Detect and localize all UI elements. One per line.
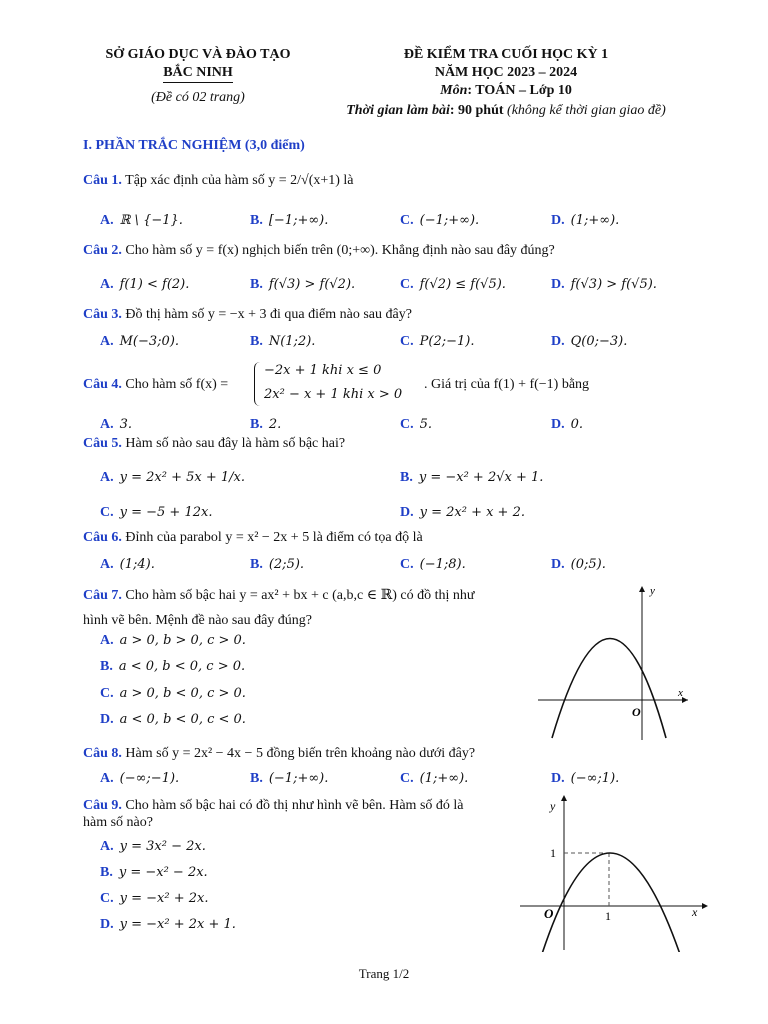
option-text: f(1) < f(2).	[119, 277, 190, 292]
q1-option-b	[250, 212, 328, 230]
x-axis-arrow	[682, 697, 688, 703]
question-label: Câu 3.	[83, 307, 122, 322]
option-letter: C.	[400, 277, 414, 292]
q7-option-b	[100, 658, 245, 676]
question-label: Câu 6.	[83, 530, 122, 545]
q4-option-d	[551, 416, 583, 434]
option-text: y = 2x² + 5x + 1/x.	[119, 470, 245, 485]
q7-option-a	[100, 632, 246, 650]
parabola-curve	[540, 853, 682, 952]
q3-option-a	[100, 333, 179, 351]
q2-option-a	[100, 276, 189, 294]
option-letter: D.	[100, 917, 114, 932]
subject-value: : TOÁN – Lớp 10	[467, 83, 572, 98]
q5-option-b	[400, 469, 543, 487]
option-text: (2;5).	[268, 557, 305, 572]
option-letter: A.	[100, 277, 114, 292]
option-letter: D.	[551, 771, 565, 786]
q1-option-a	[100, 212, 183, 230]
option-text: y = −x² + 2x.	[119, 891, 209, 906]
question-4-tail: . Giá trị của f(1) + f(−1) bằng	[424, 377, 590, 392]
q5-option-a	[100, 469, 245, 487]
question-text: Cho hàm số y = f(x) nghịch biến trên (0;+∞). Khẳng định nào sau đây đúng?	[125, 243, 555, 258]
question-2	[83, 242, 555, 260]
option-letter: B.	[250, 277, 263, 292]
graph-question-7	[538, 584, 690, 740]
q1-option-d	[551, 212, 619, 230]
option-text: 5.	[419, 417, 433, 432]
piecewise-line2: 2x² − x + 1 khi x > 0	[264, 387, 403, 402]
option-text: N(1;2).	[268, 334, 316, 349]
parabola-curve	[552, 639, 666, 739]
option-text: y = −5 + 12x.	[119, 505, 213, 520]
option-letter: C.	[100, 505, 114, 520]
option-letter: B.	[250, 213, 263, 228]
piecewise-brace	[254, 362, 263, 406]
question-6	[83, 529, 423, 547]
y-axis-arrow	[639, 586, 645, 592]
option-letter: D.	[551, 557, 565, 572]
q2-option-b	[250, 276, 355, 294]
question-text: Đỉnh của parabol y = x² − 2x + 5 là điểm có tọa độ là	[125, 530, 423, 545]
header-left	[78, 46, 318, 107]
question-text: Hàm số nào sau đây là hàm số bậc hai?	[125, 436, 346, 451]
q2-option-d	[551, 276, 657, 294]
option-text: [−1;+∞).	[268, 213, 329, 228]
option-text: P(2;−1).	[419, 334, 475, 349]
q6-option-b	[250, 556, 304, 574]
option-letter: D.	[100, 712, 114, 727]
option-letter: B.	[250, 771, 263, 786]
pages-note: (Đề có 02 trang)	[151, 90, 245, 105]
option-text: (−1;8).	[419, 557, 466, 572]
q7-option-c	[100, 685, 246, 703]
option-text: (−1;+∞).	[419, 213, 480, 228]
q7-option-d	[100, 711, 246, 729]
graph-question-9	[520, 792, 710, 952]
origin-label: O	[632, 705, 641, 719]
option-text: (1;+∞).	[570, 213, 620, 228]
question-1	[83, 172, 354, 190]
x-axis-label: x	[678, 687, 683, 699]
question-label: Câu 2.	[83, 243, 122, 258]
option-text: (−1;+∞).	[268, 771, 329, 786]
question-label: Câu 9.	[83, 798, 122, 813]
option-text: a < 0, b < 0, c > 0.	[118, 659, 246, 674]
q8-option-b	[250, 770, 328, 788]
option-letter: A.	[100, 839, 114, 854]
option-text: ℝ \ {−1}.	[119, 213, 183, 228]
option-letter: D.	[551, 417, 565, 432]
option-text: 0.	[570, 417, 584, 432]
option-letter: B.	[100, 865, 113, 880]
q4-option-a	[100, 416, 132, 434]
question-text: Cho hàm số bậc hai có đồ thị như hình vẽ bên. Hàm số đó là	[125, 798, 464, 813]
option-letter: D.	[551, 213, 565, 228]
y-axis-arrow	[561, 795, 567, 801]
question-4	[83, 376, 228, 394]
section-title: I. PHẦN TRẮC NGHIỆM (3,0 điểm)	[83, 138, 305, 153]
question-text: Hàm số y = 2x² − 4x − 5 đồng biến trên khoảng nào dưới đây?	[125, 746, 476, 761]
y-axis-label: y	[550, 799, 556, 813]
option-letter: B.	[250, 557, 263, 572]
option-letter: B.	[250, 334, 263, 349]
question-text: Tập xác định của hàm số y = 2/√(x+1) là	[125, 173, 354, 188]
exam-title: ĐỀ KIỂM TRA CUỐI HỌC KỲ 1	[403, 47, 609, 62]
option-letter: B.	[400, 470, 413, 485]
q4-option-b	[250, 416, 281, 434]
option-letter: A.	[100, 334, 114, 349]
q8-option-a	[100, 770, 179, 788]
question-label: Câu 4.	[83, 377, 122, 392]
question-8	[83, 745, 475, 763]
origin-label: O	[544, 906, 554, 921]
q8-option-c	[400, 770, 468, 788]
option-letter: B.	[250, 417, 263, 432]
option-text: y = 2x² + x + 2.	[419, 505, 525, 520]
question-text: Đồ thị hàm số y = −x + 3 đi qua điểm nào sau đây?	[125, 307, 412, 322]
option-letter: A.	[100, 417, 114, 432]
subject-label: Môn	[440, 83, 468, 98]
time-label: Thời gian làm bài	[346, 103, 450, 118]
question-9-line2: hàm số nào?	[83, 815, 153, 830]
option-text: f(√3) > f(√2).	[268, 277, 356, 292]
option-text: (−∞;1).	[570, 771, 620, 786]
q6-option-c	[400, 556, 466, 574]
option-text: a > 0, b > 0, c > 0.	[119, 633, 246, 648]
question-label: Câu 5.	[83, 436, 122, 451]
option-text: y = −x² − 2x.	[118, 865, 208, 880]
option-text: (1;+∞).	[419, 771, 469, 786]
q9-option-b	[100, 864, 208, 882]
option-letter: C.	[400, 213, 414, 228]
tick-y-label: 1	[550, 846, 556, 860]
option-text: (0;5).	[570, 557, 606, 572]
time-note: (không kể thời gian giao đề)	[503, 103, 666, 118]
option-letter: C.	[400, 771, 414, 786]
option-text: 3.	[119, 417, 133, 432]
question-3	[83, 306, 412, 324]
option-text: f(√3) > f(√5).	[570, 277, 657, 292]
q6-option-d	[551, 556, 606, 574]
option-letter: C.	[400, 417, 414, 432]
question-7-line2: hình vẽ bên. Mệnh đề nào sau đây đúng?	[83, 613, 312, 628]
option-text: y = −x² + 2x + 1.	[119, 917, 236, 932]
option-letter: A.	[100, 213, 114, 228]
subject-line	[326, 82, 686, 100]
option-letter: D.	[400, 505, 414, 520]
time-value: : 90 phút	[449, 103, 504, 118]
y-axis-label: y	[650, 585, 655, 597]
q5-option-d	[400, 504, 525, 522]
option-text: M(−3;0).	[119, 334, 180, 349]
question-label: Câu 1.	[83, 173, 122, 188]
x-axis-label: x	[692, 905, 698, 919]
q9-option-d	[100, 916, 236, 934]
option-letter: C.	[100, 686, 114, 701]
question-text: Cho hàm số bậc hai y = ax² + bx + c (a,b,c ∈ ℝ) có đồ thị như	[125, 588, 475, 603]
school-year: NĂM HỌC 2023 – 2024	[434, 65, 578, 80]
q9-option-a	[100, 838, 206, 856]
option-letter: C.	[400, 334, 414, 349]
q1-option-c	[400, 212, 479, 230]
question-label: Câu 7.	[83, 588, 122, 603]
q2-option-c	[400, 276, 506, 294]
question-7	[83, 587, 474, 605]
header-right	[326, 46, 686, 120]
dept-line2: BẮC NINH	[163, 64, 233, 83]
option-letter: C.	[400, 557, 414, 572]
page-footer: Trang 1/2	[358, 966, 410, 981]
option-letter: A.	[100, 633, 114, 648]
time-line	[326, 102, 686, 120]
option-text: y = 3x² − 2x.	[119, 839, 206, 854]
option-text: f(√2) ≤ f(√5).	[419, 277, 506, 292]
dept-line1: SỞ GIÁO DỤC VÀ ĐÀO TẠO	[105, 47, 291, 62]
q4-option-c	[400, 416, 432, 434]
option-text: a > 0, b < 0, c > 0.	[119, 686, 246, 701]
q5-option-c	[100, 504, 212, 522]
option-letter: A.	[100, 470, 114, 485]
x-axis-arrow	[702, 903, 708, 909]
option-text: y = −x² + 2√x + 1.	[418, 470, 544, 485]
option-text: (−∞;−1).	[119, 771, 180, 786]
option-letter: A.	[100, 557, 114, 572]
question-text: Cho hàm số f(x) =	[125, 377, 229, 392]
question-5	[83, 435, 345, 453]
tick-x-label: 1	[605, 909, 611, 923]
option-text: (1;4).	[119, 557, 155, 572]
q3-option-c	[400, 333, 474, 351]
q8-option-d	[551, 770, 619, 788]
option-text: 2.	[268, 417, 282, 432]
piecewise-line1: −2x + 1 khi x ≤ 0	[264, 363, 382, 378]
option-letter: C.	[100, 891, 114, 906]
q9-option-c	[100, 890, 208, 908]
question-9	[83, 797, 464, 815]
q3-option-b	[250, 333, 315, 351]
option-text: Q(0;−3).	[570, 334, 628, 349]
q6-option-a	[100, 556, 155, 574]
option-letter: D.	[551, 277, 565, 292]
q3-option-d	[551, 333, 627, 351]
option-letter: D.	[551, 334, 565, 349]
option-text: a < 0, b < 0, c < 0.	[119, 712, 246, 727]
option-letter: B.	[100, 659, 113, 674]
question-label: Câu 8.	[83, 746, 122, 761]
option-letter: A.	[100, 771, 114, 786]
